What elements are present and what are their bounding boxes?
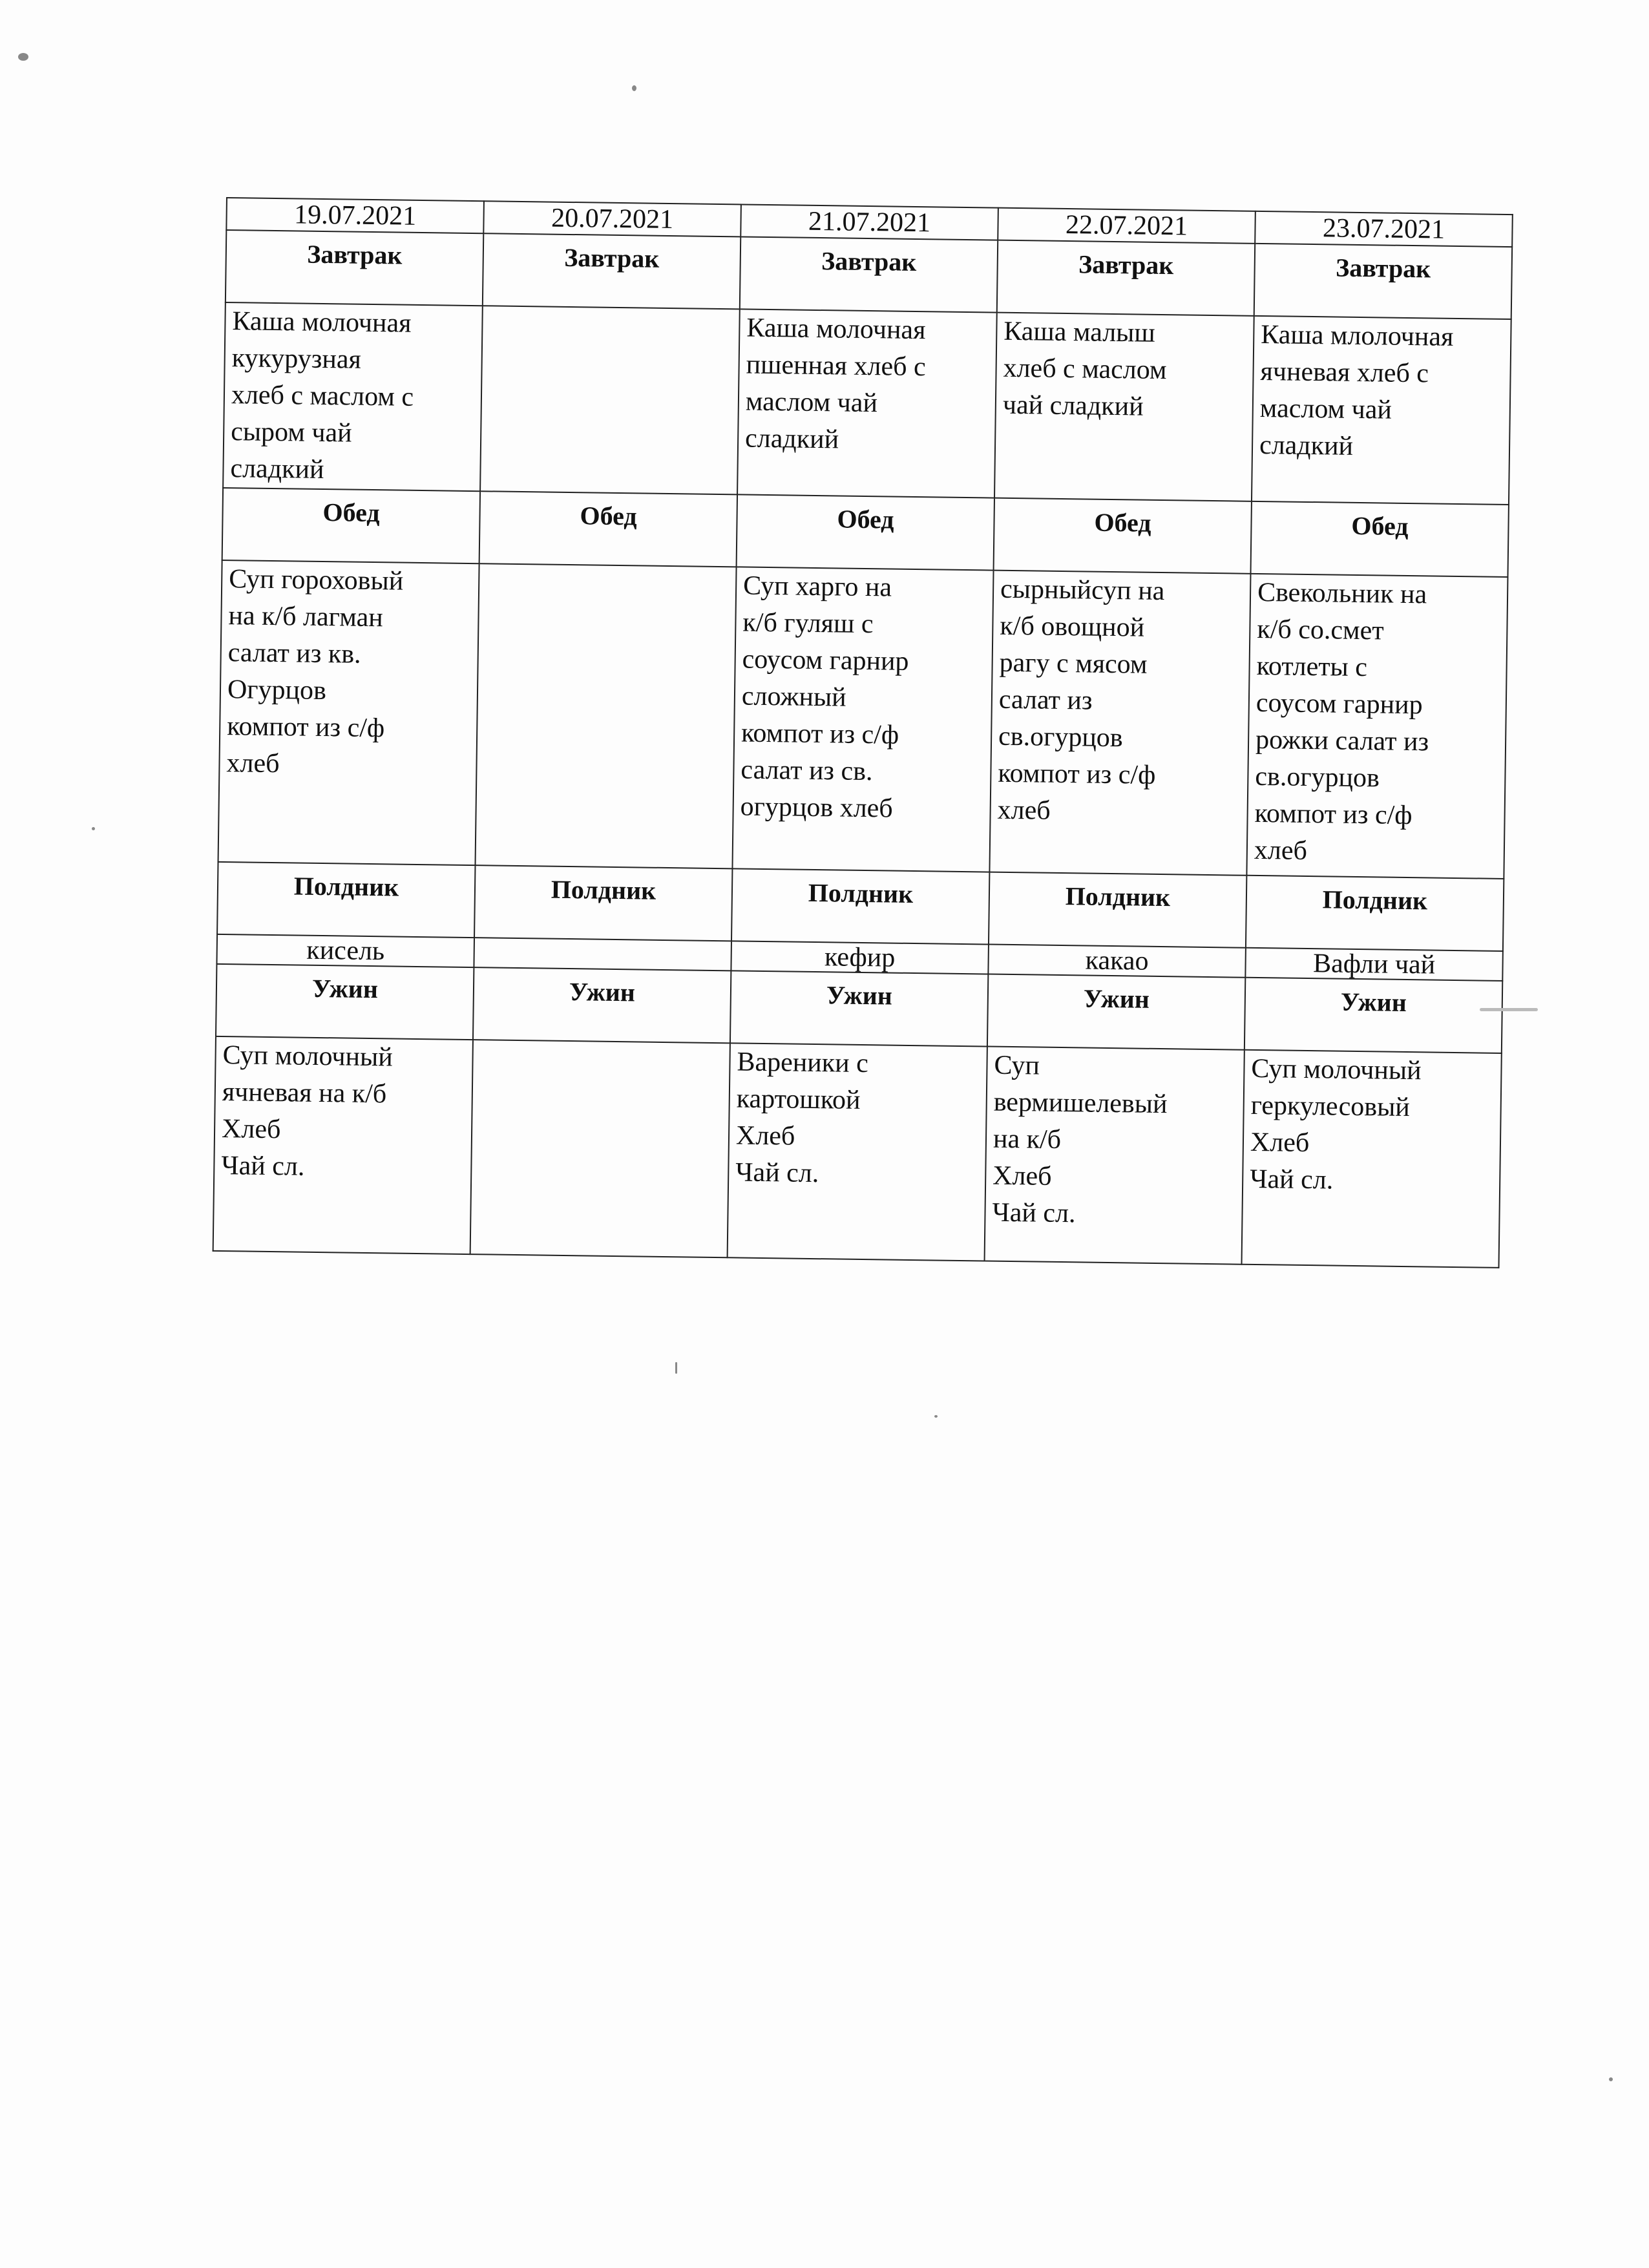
lunch-dish: Суп харго на к/б гуляш с соусом гарнир сложный компот из с/ф салат из св. огурцов хлеб — [732, 567, 993, 872]
snack-label: Полдник — [731, 868, 989, 944]
breakfast-dish: Каша малыш хлеб с маслом чай сладкий — [994, 313, 1254, 501]
dinner-label: Ужин — [216, 964, 474, 1040]
lunch-label: Обед — [222, 488, 480, 563]
dinner-dish: Суп молочный ячневая на к/б Хлеб Чай сл. — [213, 1036, 473, 1254]
snack-label: Полдник — [1246, 876, 1504, 951]
breakfast-row — [223, 302, 1511, 505]
scan-speck — [675, 1362, 677, 1374]
scan-speck — [934, 1415, 938, 1418]
snack-dish: кисель — [216, 934, 474, 967]
snack-label: Полдник — [217, 862, 475, 938]
date-cell: 23.07.2021 — [1255, 211, 1513, 247]
breakfast-dish: Каша молочная пшенная хлеб с маслом чай сладкий — [737, 309, 997, 498]
scan-speck — [1480, 1008, 1538, 1011]
breakfast-label: Завтрак — [483, 233, 740, 309]
dinner-dish: Суп молочный геркулесовый Хлеб Чай сл. — [1242, 1050, 1502, 1268]
lunch-dish: сырныйсуп на к/б овощной рагу с мясом салат из св.огурцов компот из с/ф хлеб — [989, 571, 1250, 876]
lunch-row — [218, 560, 1508, 879]
lunch-dish — [475, 563, 736, 868]
lunch-dish: Суп гороховый на к/б лагман салат из кв. Огурцов компот из с/ф хлеб — [218, 560, 479, 865]
snack-dish — [474, 938, 731, 971]
breakfast-dish — [480, 306, 740, 494]
dinner-label: Ужин — [473, 967, 731, 1043]
date-cell: 20.07.2021 — [483, 201, 741, 236]
scan-speck — [18, 53, 28, 61]
snack-label: Полдник — [474, 865, 732, 941]
snack-dish: Вафли чай — [1245, 948, 1503, 981]
dinner-dish — [470, 1040, 730, 1257]
scan-speck — [632, 85, 636, 91]
breakfast-label: Завтрак — [740, 236, 998, 312]
date-cell: 19.07.2021 — [226, 198, 484, 233]
menu-table — [213, 197, 1513, 1268]
lunch-label: Обед — [479, 491, 737, 567]
dinner-dish: Суп вермишелевый на к/б Хлеб Чай сл. — [985, 1047, 1245, 1265]
lunch-label: Обед — [737, 494, 994, 570]
snack-label: Полдник — [989, 872, 1246, 948]
lunch-label: Обед — [994, 498, 1252, 574]
breakfast-label: Завтрак — [997, 240, 1255, 316]
breakfast-label: Завтрак — [226, 230, 483, 306]
dinner-label: Ужин — [1245, 978, 1502, 1053]
dinner-label: Ужин — [730, 971, 988, 1046]
scan-speck — [1609, 2077, 1613, 2081]
date-cell: 22.07.2021 — [998, 208, 1255, 244]
snack-dish: кефир — [731, 941, 989, 974]
lunch-label: Обед — [1251, 501, 1509, 577]
dinner-label: Ужин — [987, 974, 1245, 1050]
dinner-dish: Вареники с картошкой Хлеб Чай сл. — [728, 1043, 987, 1261]
date-cell: 21.07.2021 — [740, 204, 998, 240]
lunch-dish: Свекольник на к/б со.смет котлеты с соусом гарнир рожки салат из св.огурцов компот из с/ф хлеб — [1246, 574, 1507, 879]
breakfast-dish: Каша молочная кукурузная хлеб с маслом с сыром чай сладкий — [223, 302, 483, 491]
dinner-row — [213, 1036, 1502, 1268]
scan-speck — [92, 827, 95, 830]
breakfast-dish: Каша млолочная ячневая хлеб с маслом чай сладкий — [1252, 316, 1511, 505]
breakfast-label: Завтрак — [1254, 244, 1512, 319]
snack-dish: какао — [988, 945, 1246, 978]
